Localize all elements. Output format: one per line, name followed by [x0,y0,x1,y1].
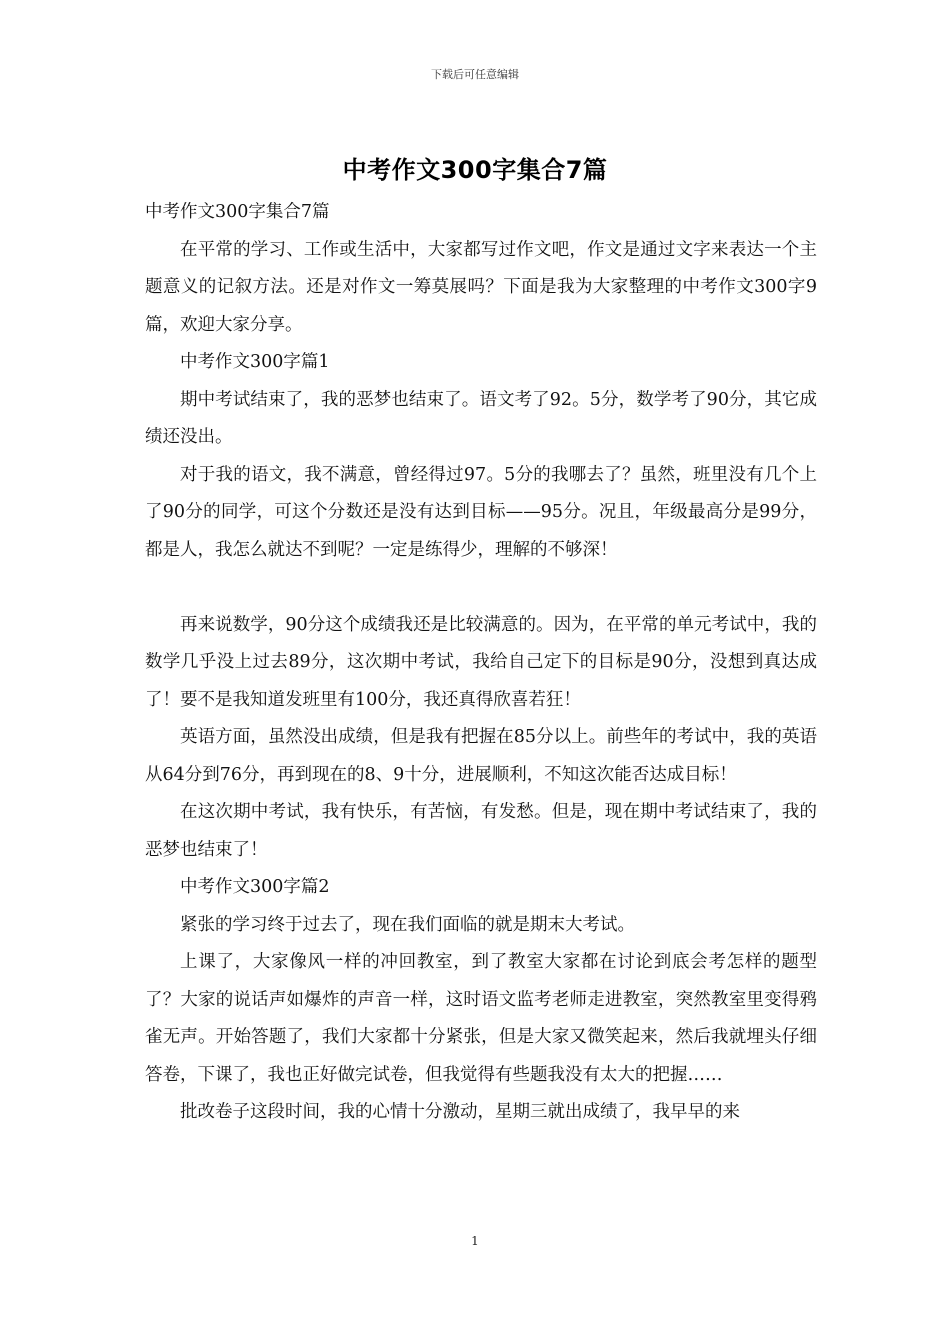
paragraph: 对于我的语文，我不满意，曾经得过97。5分的我哪去了？虽然，班里没有几个上了90分的同学，可这个分数还是没有达到目标——95分。况且，年级最高分是99分，都是人，我怎么就达不到呢？一定是练得少，理解的不够深！ [145,464,817,560]
document-title: 中考作文300字集合7篇 [342,156,608,184]
intro-paragraph: 在平常的学习、工作或生活中，大家都写过作文吧，作文是通过文字来表达一个主题意义的记叙方法。还是对作文一筹莫展吗？下面是我为大家整理的中考作文300字9篇，欢迎大家分享。 [145,239,817,335]
paragraph: 英语方面，虽然没出成绩，但是我有把握在85分以上。前些年的考试中，我的英语从64分到76分，再到现在的8、9十分，进展顺利，不知这次能否达成目标！ [145,727,817,785]
blank-line [145,569,817,607]
paragraph: 在这次期中考试，我有快乐，有苦恼，有发愁。但是，现在期中考试结束了，我的恶梦也结束了！ [145,802,817,860]
paragraph: 上课了，大家像风一样的冲回教室，到了教室大家都在讨论到底会考怎样的题型了？大家的说话声如爆炸的声音一样，这时语文监考老师走进教室，突然教室里变得鸦雀无声。开始答题了，我们大家都十分紧张，但是大家又微笑起来，然后我就埋头仔细答卷，下课了，我也正好做完试卷，但我觉得有些题我没有太大的把握…… [145,952,817,1085]
paragraph: 期中考试结束了，我的恶梦也结束了。语文考了92。5分，数学考了90分，其它成绩还没出。 [145,389,817,447]
header-note: 下载后可任意编辑 [431,68,519,81]
page-number: 1 [471,1234,479,1248]
document-body [145,194,817,1132]
paragraph: 再来说数学，90分这个成绩我还是比较满意的。因为，在平常的单元考试中，我的数学几乎没上过去89分，这次期中考试，我给自己定下的目标是90分，没想到真达成了！要不是我知道发班里有100分，我还真得欣喜若狂！ [145,614,817,710]
paragraph: 紧张的学习终于过去了，现在我们面临的就是期末大考试。 [180,914,635,935]
section-heading-2: 中考作文300字篇2 [180,877,330,897]
subtitle-line: 中考作文300字集合7篇 [145,202,330,222]
section-heading-1: 中考作文300字篇1 [180,352,330,372]
paragraph: 批改卷子这段时间，我的心情十分激动，星期三就出成绩了，我早早的来 [180,1102,740,1122]
